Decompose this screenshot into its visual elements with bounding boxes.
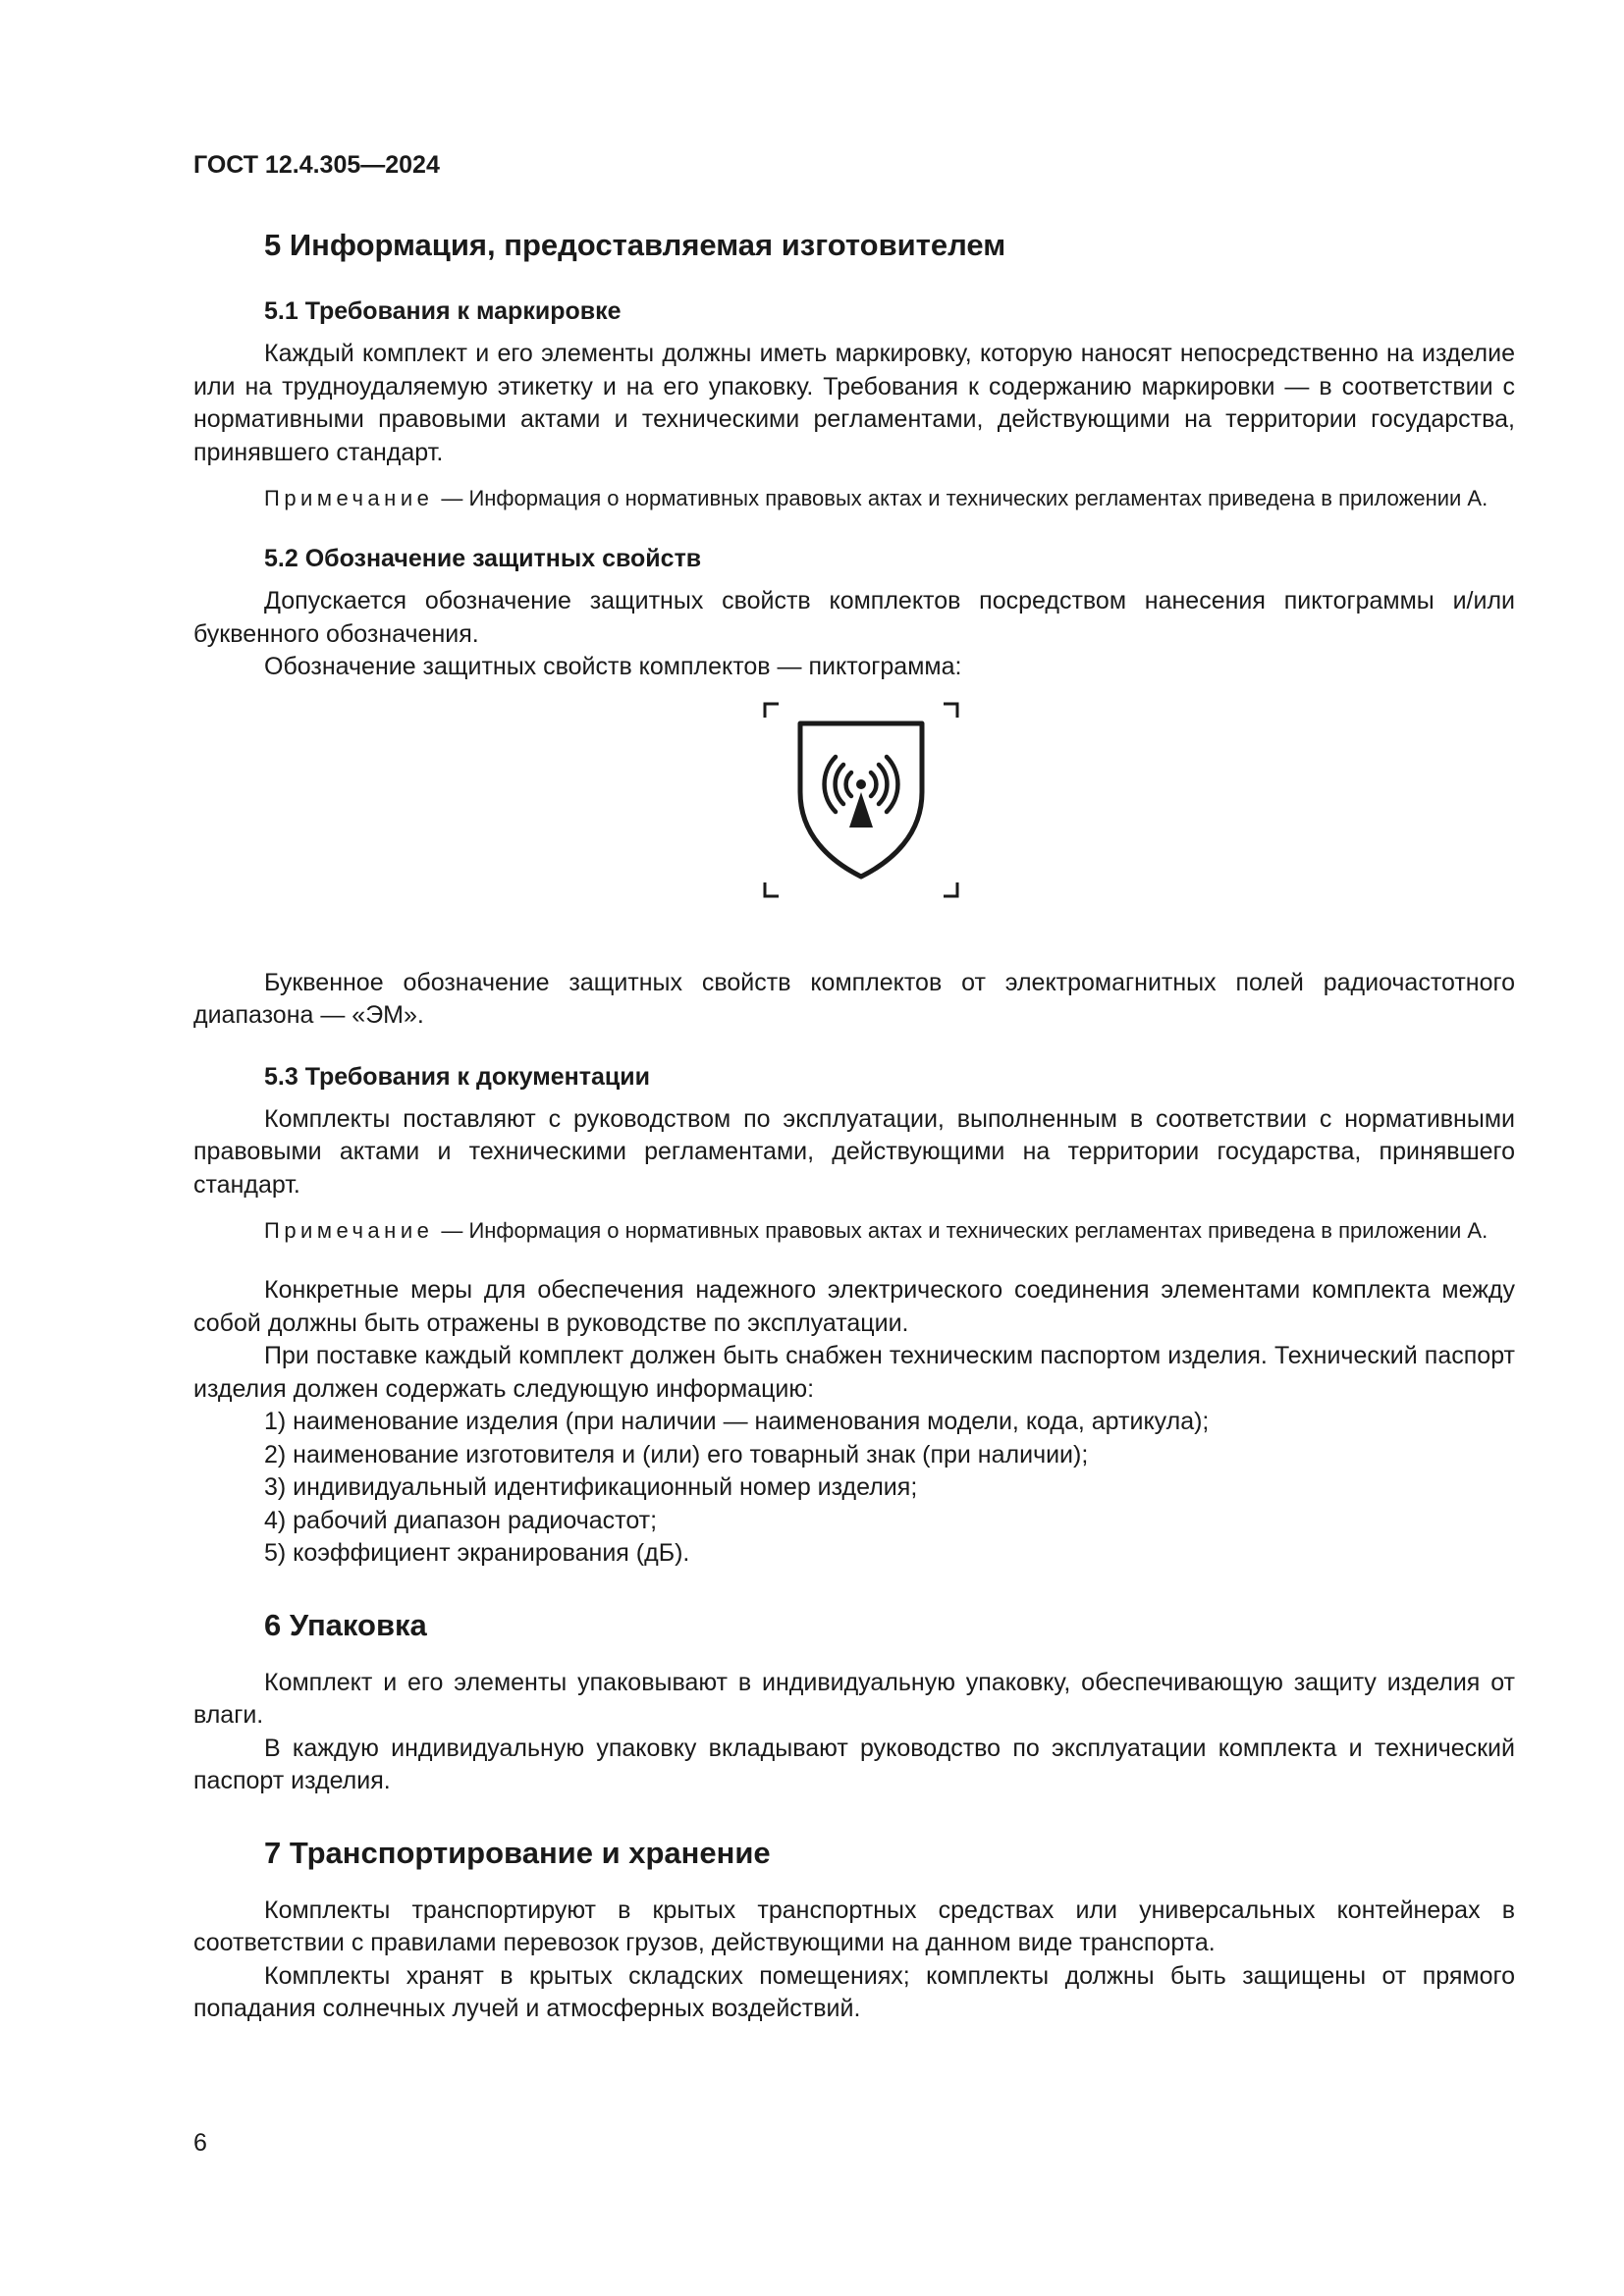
list-item: 1) наименование изделия (при наличии — наименования модели, кода, артикула); bbox=[264, 1408, 1210, 1435]
section-5-2-title: 5.2 Обозначение защитных свойств bbox=[264, 545, 702, 572]
pictogram-figure bbox=[193, 702, 1515, 937]
section-5-2-paragraph-2: Обозначение защитных свойств комплектов — пиктограмма: bbox=[264, 653, 962, 680]
note-label: Примечание bbox=[264, 1218, 434, 1243]
section-5-3-paragraph-3: При поставке каждый комплект должен быть снабжен техническим паспортом изделия. Технический паспорт изделия должен содержать следующую информацию: bbox=[193, 1342, 1515, 1403]
document-page bbox=[193, 147, 1515, 2026]
section-5-2-paragraph-1: Допускается обозначение защитных свойств комплектов посредством нанесения пиктограммы и/или буквенного обозначения. bbox=[193, 587, 1515, 648]
section-7-paragraph-1: Комплекты транспортируют в крытых транспортных средствах или универсальных контейнерах в соответствии с правилами перевозок грузов, действующими на данном виде транспорта. bbox=[193, 1896, 1515, 1956]
section-5-1-paragraph: Каждый комплект и его элементы должны иметь маркировку, которую наносят непосредственно на изделие или на трудноудаляемую этикетку и на его упаковку. Требования к содержанию маркировки — в соответствии с нормативными правовыми актами и техническими регламентами, действующими на территории государства, принявшего стандарт. bbox=[193, 340, 1515, 466]
note-label: Примечание bbox=[264, 486, 434, 510]
passport-info-list bbox=[193, 1406, 1515, 1571]
note-text: — Информация о нормативных правовых актах и технических регламентах приведена в приложении А. bbox=[441, 486, 1489, 510]
section-7-title: 7 Транспортирование и хранение bbox=[264, 1835, 771, 1870]
section-5-2-paragraph-3: Буквенное обозначение защитных свойств комплектов от электромагнитных полей радиочастотного диапазона — «ЭМ». bbox=[193, 968, 1515, 1029]
section-5-3-title: 5.3 Требования к документации bbox=[264, 1062, 650, 1091]
section-6-paragraph-1: Комплект и его элементы упаковывают в индивидуальную упаковку, обеспечивающую защиту изделия от влаги. bbox=[193, 1668, 1515, 1729]
list-item: 3) индивидуальный идентификационный номер изделия; bbox=[264, 1473, 918, 1501]
list-item: 4) рабочий диапазон радиочастот; bbox=[264, 1506, 658, 1534]
document-code: ГОСТ 12.4.305—2024 bbox=[193, 151, 440, 179]
section-5-title: 5 Информация, предоставляемая изготовителем bbox=[264, 228, 1006, 262]
section-6-paragraph-2: В каждую индивидуальную упаковку вкладывают руководство по эксплуатации комплекта и технический паспорт изделия. bbox=[193, 1734, 1515, 1794]
section-5-1-note bbox=[193, 483, 1515, 514]
list-item: 5) коэффициент экранирования (дБ). bbox=[264, 1539, 690, 1567]
section-7-paragraph-2: Комплекты хранят в крытых складских помещениях; комплекты должны быть защищены от прямого попадания солнечных лучей и атмосферных воздействий. bbox=[193, 1961, 1515, 2022]
note-text: — Информация о нормативных правовых актах и технических регламентах приведена в приложении А. bbox=[441, 1218, 1489, 1243]
shield-radio-wave-icon bbox=[763, 702, 959, 898]
section-6-title: 6 Упаковка bbox=[264, 1607, 427, 1642]
section-5-3-paragraph-2: Конкретные меры для обеспечения надежного электрического соединения элементами комплекта между собой должны быть отражены в руководстве по эксплуатации. bbox=[193, 1276, 1515, 1337]
page-number: 6 bbox=[193, 2129, 207, 2157]
list-item: 2) наименование изготовителя и (или) его товарный знак (при наличии); bbox=[264, 1440, 1089, 1468]
section-5-1-title: 5.1 Требования к маркировке bbox=[264, 297, 622, 325]
section-5-3-note bbox=[193, 1215, 1515, 1247]
section-5-3-paragraph-1: Комплекты поставляют с руководством по эксплуатации, выполненным в соответствии с нормативными правовыми актами и техническими регламентами, действующими на территории государства, принявшего стандарт. bbox=[193, 1104, 1515, 1199]
